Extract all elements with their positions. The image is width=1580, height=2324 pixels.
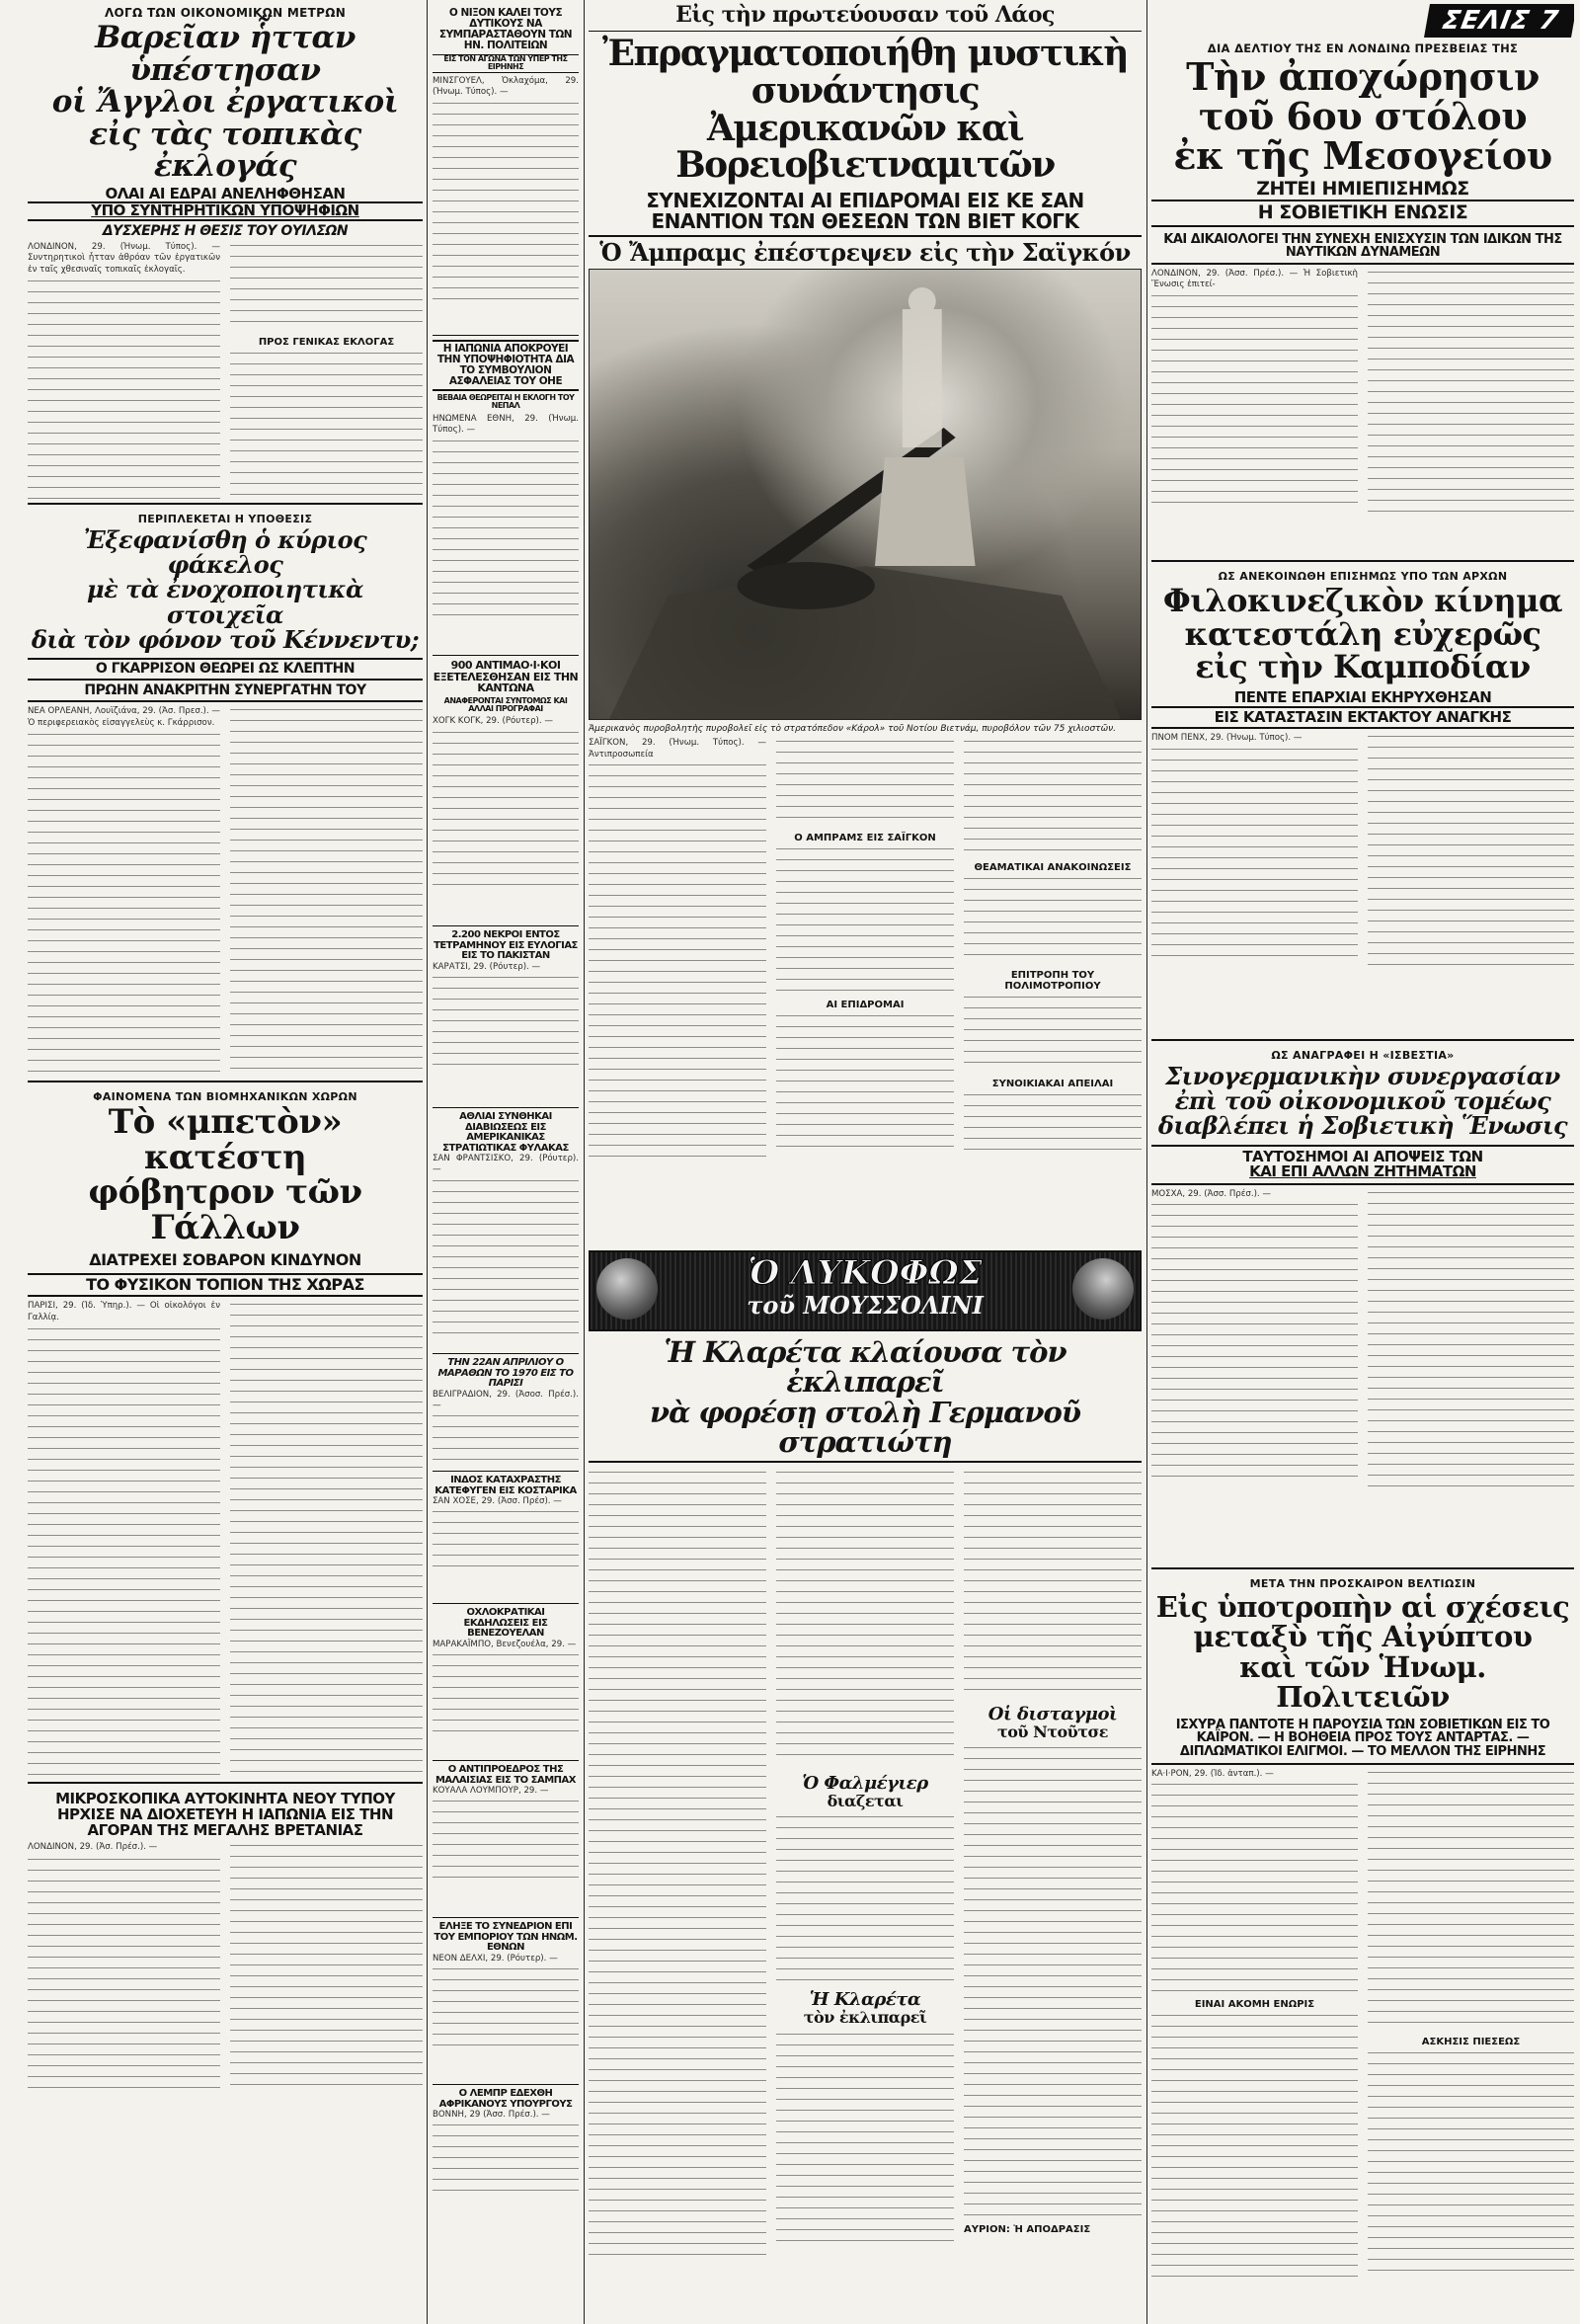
article-body-text	[776, 738, 954, 827]
brief-un-trade	[433, 1922, 579, 2080]
inline-subhead: ΠΡΟΣ ΓΕΝΙΚΑΣ ΕΚΛΟΓΑΣ	[258, 336, 395, 348]
article-body-text	[964, 1091, 1142, 1151]
article-body-text	[230, 706, 423, 1077]
headline-line: εἰς τὰς τοπικὰς ἐκλογάς	[89, 116, 361, 185]
article-separator	[433, 655, 579, 656]
headline: Ο ΑΝΤΙΠΡΟΕΔΡΟΣ ΤΗΣ ΜΑΛΑΙΣΙΑΣ ΕΙΣ ΤΟ ΣΑΜΠΑΧ	[434, 1765, 576, 1786]
headline-line: Βαρεῖαν ἧτταν ὑπέστησαν	[95, 20, 356, 88]
article-lead: ΛΟΝΔΙΝΟΝ, 29. (Ἀσσ. Πρέσ.). — Ἡ Σοβιετικὴ Ἕνωσις ἐπιτεί-	[1151, 268, 1358, 290]
brief-malaysia	[433, 1765, 579, 1913]
serial-title: Ὁ ΛΥΚΟΦΩΣ	[748, 1253, 983, 1293]
article-body-text	[589, 761, 766, 1166]
article-lead: ΝΕΟΝ ΔΕΛΧΙ, 29. (Ρόυτερ). —	[433, 1953, 558, 1963]
article-lead: ΜΑΡΑΚΑΪΜΠΟ, Βενεζουέλα, 29. —	[433, 1639, 577, 1649]
kicker: ΦΑΙΝΟΜΕΝΑ ΤΩΝ ΒΙΟΜΗΧΑΝΙΚΩΝ ΧΩΡΩΝ	[93, 1090, 357, 1103]
article-lead: ΣΑΪΓΚΟΝ, 29. (Ἡνωμ. Τύπος). — Ἀντιπροσωπεία	[589, 738, 766, 760]
article-body-text	[433, 1798, 579, 1886]
serial-banner	[589, 1250, 1142, 1331]
article-separator	[433, 1353, 579, 1354]
article-body-text	[1151, 746, 1358, 958]
article-body-text	[433, 974, 579, 1073]
article-lead: ΜΙΝΣΓΟΥΕΛ, Ὀκλαχόμα, 29. (Ἡνωμ. Τύπος). —	[433, 75, 579, 98]
subheadline: ΖΗΤΕΙ ΗΜΙΕΠΙΣΗΜΩΣ	[1256, 177, 1469, 200]
kicker: ΛΟΓΩ ΤΩΝ ΟΙΚΟΝΟΜΙΚΩΝ ΜΕΤΡΩΝ	[104, 6, 347, 20]
headline-line: Ἐξεφανίσθη ὁ κύριος φάκελος	[83, 525, 367, 580]
headline-line: Τὸ «μπετὸν» κατέστη	[108, 1102, 343, 1177]
article-mussolini-serial	[589, 1337, 1142, 2305]
article-body-text	[230, 1301, 423, 1778]
headline-line: Τὴν ἀποχώρησιν	[1186, 54, 1540, 99]
subheadline: ΤΟ ΦΥΣΙΚΟΝ ΤΟΠΙΟΝ ΤΗΣ ΧΩΡΑΣ	[28, 1273, 423, 1298]
subheadline: ΕΙΣ ΚΑΤΑΣΤΑΣΙΝ ΕΚΤΑΚΤΟΥ ΑΝΑΓΚΗΣ	[1151, 706, 1574, 730]
subheadline: ΠΕΝΤΕ ΕΠΑΡΧΙΑΙ ΕΚΗΡΥΧΘΗΣΑΝ	[1233, 687, 1492, 706]
article-separator	[1151, 560, 1574, 562]
article-body-text	[433, 100, 579, 307]
article-laos-meeting	[589, 0, 1142, 1244]
article-body-text	[1368, 1189, 1574, 1495]
inline-subhead: ΘΕΑΜΑΤΙΚΑΙ ΑΝΑΚΟΙΝΩΣΕΙΣ	[974, 862, 1132, 874]
article-body-text	[433, 438, 579, 625]
kicker: Εἰς τὴν πρωτεύουσαν τοῦ Λάος	[675, 2, 1055, 28]
article-separator	[28, 1782, 423, 1784]
article-lead: ΜΟΣΧΑ, 29. (Ἀσσ. Πρέσ.). —	[1151, 1189, 1271, 1200]
article-body-text	[433, 1508, 579, 1567]
headline-line: φόβητρον τῶν Γάλλων	[88, 1172, 362, 1248]
article-body-text	[1368, 733, 1574, 970]
photo-caption: Ἀμερικανὸς πυροβολητὴς πυροβολεῖ εἰς τὸ στρατόπεδον «Κάρολ» τοῦ Νοτίου Βιετνάμ, πυροβόλον τῶν 75 χιλιοστῶν.	[589, 724, 1117, 735]
subheadline: Ο ΓΚΑΡΡΙΣΟΝ ΘΕΩΡΕΙ ΩΣ ΚΛΕΠΤΗΝ	[28, 658, 423, 681]
inline-subhead: τοῦ Ντοῦτσε	[996, 1722, 1109, 1741]
article-separator	[28, 1081, 423, 1082]
article-body-text	[433, 729, 579, 887]
subheadline: Ὁ Ἄμπραμς ἐπέστρεψεν εἰς τὴν Σαϊγκόν	[599, 238, 1131, 268]
kicker: ΩΣ ΑΝΑΓΡΑΦΕΙ Η «ΙΣΒΕΣΤΙΑ»	[1271, 1049, 1455, 1062]
article-separator	[433, 1107, 579, 1108]
article-body-text	[1151, 2012, 1358, 2279]
headline-line: μὲ τὰ ἐνοχοποιητικὰ στοιχεῖα	[87, 575, 363, 629]
artillery-photo-illustration	[590, 270, 1141, 719]
headline: ΕΛΗΞΕ ΤΟ ΣΥΝΕΔΡΙΟΝ ΕΠΙ ΤΟΥ ΕΜΠΟΡΙΟΥ ΤΩΝ ΗΝΩΜ. ΕΘΝΩΝ	[434, 1922, 578, 1953]
article-lead: ΚΑ·Ι·ΡΟΝ, 29. (Ἰδ. ἀνταπ.). —	[1151, 1768, 1274, 1779]
inline-subhead: τὸν ἐκλιπαρεῖ	[803, 2008, 927, 2028]
headline: Ο ΝΙΞΟΝ ΚΑΛΕΙ ΤΟΥΣ ΔΥΤΙΚΟΥΣ ΝΑ ΣΥΜΠΑΡΑΣΤΑΘΟΥΝ ΤΩΝ ΗΝ. ΠΟΛΙΤΕΙΩΝ	[438, 7, 573, 52]
column-4	[1151, 0, 1574, 2324]
article-sixth-fleet	[1151, 38, 1574, 556]
article-separator	[433, 1917, 579, 1918]
article-body-text	[433, 1651, 579, 1740]
inline-subhead: Ο ΑΜΠΡΑΜΣ ΕΙΣ ΣΑΪΓΚΟΝ	[794, 833, 936, 844]
brief-lebre	[433, 2089, 579, 2227]
subheadline: ΑΝΑΦΕΡΟΝΤΑΙ ΣΥΝΤΟΜΩΣ ΚΑΙ ΑΛΛΑΙ ΠΡΟΓΡΑΦΑΙ	[443, 695, 568, 714]
subheadline: ΥΠΟ ΣΥΝΤΗΡΗΤΙΚΩΝ ΥΠΟΨΗΦΙΩΝ	[28, 201, 423, 221]
article-cambodia	[1151, 566, 1574, 1035]
article-body-text	[230, 350, 423, 499]
article-body-text	[1151, 1781, 1358, 1993]
serial-subtitle: τοῦ ΜΟΥΣΣΟΛΙΝΙ	[747, 1291, 984, 1320]
headline-line: εἰς τὴν Καμποδίαν	[1195, 648, 1531, 686]
brief-marathon	[433, 1358, 579, 1467]
subheadline: ΕΝΑΝΤΙΟΝ ΤΩΝ ΘΕΣΕΩΝ ΤΩΝ ΒΙΕΤ ΚΟΓΚ	[589, 211, 1142, 237]
subheadline: ΔΙΑΤΡΕΧΕΙ ΣΟΒΑΡΟΝ ΚΙΝΔΥΝΟΝ	[89, 1249, 361, 1269]
article-body-text	[776, 845, 954, 994]
headline-line: Ἀμερικανῶν καὶ Βορειοβιετναμιτῶν	[675, 107, 1055, 187]
article-body-text	[964, 738, 1142, 856]
article-separator	[433, 925, 579, 926]
article-body-text	[433, 1412, 579, 1462]
article-lead: ΠΑΡΙΣΙ, 29. (Ἰδ. Ὑπηρ.). — Οἱ οἰκολόγοι ἐν Γαλλίᾳ.	[28, 1301, 220, 1322]
article-body-text	[1151, 1201, 1358, 1483]
article-body-text	[776, 1012, 954, 1151]
subheadline: Η ΣΟΒΙΕΤΙΚΗ ΕΝΩΣΙΣ	[1151, 200, 1574, 227]
article-separator	[1151, 1039, 1574, 1041]
inline-subhead: Ἡ Κλαρέτα	[809, 1989, 921, 2011]
article-sino-german	[1151, 1045, 1574, 1563]
headline-line: Ἡ Κλαρέτα κλαίουσα τὸν ἐκλιπαρεῖ	[664, 1337, 1066, 1400]
inline-subhead: ΣΥΝΟΙΚΙΑΚΑΙ ΑΠΕΙΛΑΙ	[991, 1079, 1114, 1090]
headline: ΟΧΛΟΚΡΑΤΙΚΑΙ ΕΚΔΗΛΩΣΕΙΣ ΕΙΣ ΒΕΝΕΖΟΥΕΛΑΝ	[463, 1608, 548, 1639]
article-separator	[433, 1760, 579, 1761]
serial-continued: ΑΥΡΙΟΝ: Ἡ ΑΠΟΔΡΑΣΙΣ	[964, 2224, 1091, 2236]
headline-line: κατεστάλη εὐχερῶς	[1184, 614, 1541, 653]
headline-line: διὰ τὸν φόνον τοῦ Κέννεντυ;	[31, 624, 420, 654]
article-lead: ΚΟΥΑΛΑ ΛΟΥΜΠΟΥΡ, 29. —	[433, 1786, 549, 1796]
article-body-text	[1151, 292, 1358, 510]
article-lead: ΒΕΛΙΓΡΑΔΙΟΝ, 29. (Ἀσοσ. Πρέσ.). —	[433, 1389, 579, 1410]
headline-line: νὰ φορέσῃ στολὴ Γερμανοῦ στρατιώτη	[589, 1398, 1142, 1463]
article-body-text	[28, 278, 220, 499]
inline-subhead: διαζεται	[827, 1791, 904, 1810]
article-separator	[1151, 1567, 1574, 1569]
inline-subhead: ΑΣΚΗΣΙΣ ΠΙΕΣΕΩΣ	[1421, 2036, 1521, 2047]
article-body-text	[964, 994, 1142, 1073]
article-body-text	[776, 1469, 954, 1765]
headline: Ο ΛΕΜΠΡ ΕΔΕΧΘΗ ΑΦΡΙΚΑΝΟΥΣ ΥΠΟΥΡΓΟΥΣ	[438, 2089, 573, 2110]
subheadline: ΔΥΣΧΕΡΗΣ Η ΘΕΣΙΣ ΤΟΥ ΟΥΙΛΣΩΝ	[102, 223, 349, 240]
column-3	[589, 0, 1142, 2324]
column-rule	[584, 0, 585, 2324]
headline: ΙΝΔΟΣ ΚΑΤΑΧΡΑΣΤΗΣ ΚΑΤΕΦΥΓΕΝ ΕΙΣ ΚΟΣΤΑΡΙΚΑ	[434, 1476, 577, 1496]
article-body-text	[964, 875, 1142, 964]
article-body-text	[28, 1856, 220, 2093]
headline: ΤΗΝ 22ΑΝ ΑΠΡΙΛΙΟΥ Ο ΜΑΡΑΘΩΝ ΤΟ 1970 ΕΙΣ ΤΟ ΠΑΡΙΣΙ	[437, 1358, 574, 1389]
headline-line: μεταξὺ τῆς Αἰγύπτου	[1193, 1620, 1533, 1654]
kicker: ΔΙΑ ΔΕΛΤΙΟΥ ΤΗΣ ΕΝ ΛΟΝΔΙΝΩ ΠΡΕΣΒΕΙΑΣ ΤΗΣ	[1207, 41, 1519, 55]
news-photo	[589, 269, 1142, 720]
article-lead: ΝΕΑ ΟΡΛΕΑΝΗ, Λουϊζιάνα, 29. (Ἀσ. Πρεσ.). — Ὁ περιφερειακὸς εἰσαγγελεὺς κ. Γκάρρισον.	[28, 706, 220, 728]
headline: ΑΘΛΙΑΙ ΣΥΝΘΗΚΑΙ ΔΙΑΒΙΩΣΕΩΣ ΕΙΣ ΑΜΕΡΙΚΑΝΙΚΑΣ ΣΤΡΑΤΙΩΤΙΚΑΣ ΦΥΛΑΚΑΣ	[442, 1112, 569, 1154]
article-body-text	[1368, 269, 1574, 516]
headline-line: Ἐπραγματοποιήθη μυστικὴ συνάντησις	[602, 33, 1128, 112]
mussolini-portrait-icon	[1072, 1258, 1134, 1320]
inline-subhead: ΑΙ ΕΠΙΔΡΟΜΑΙ	[826, 1000, 905, 1011]
headline-line: Σινογερμανικὴν συνεργασίαν	[1165, 1062, 1560, 1090]
subheadline: ΠΡΩΗΝ ΑΝΑΚΡΙΤΗΝ ΣΥΝΕΡΓΑΤΗΝ ΤΟΥ	[28, 681, 423, 703]
article-body-text	[230, 242, 423, 331]
article-egypt-us	[1151, 1573, 1574, 2304]
subheadline: ΙΣΧΥΡΑ ΠΑΝΤΟΤΕ Η ΠΑΡΟΥΣΙΑ ΤΩΝ ΣΟΒΙΕΤΙΚΩΝ ΕΙΣ ΤΟ ΚΑΪΡΟΝ. — Η ΒΟΗΘΕΙΑ ΠΡΟΣ ΤΟΥΣ ΑΝΤΑΡΤΑΣ. — ΔΙΠΛΩΜΑΤΙΚΟΙ ΕΛΙΓΜΟΙ. — ΤΟ ΜΕΛΛΟΝ ΤΗΣ ΕΙΡΗΝΗΣ	[1151, 1719, 1574, 1765]
headline: 900 ΑΝΤΙΜΑΟ·Ι·ΚΟΙ ΕΞΕΤΕΛΕΣΘΗΣΑΝ ΕΙΣ ΤΗΝ ΚΑΝΤΩΝΑ	[433, 660, 579, 695]
article-lead: ΣΑΝ ΦΡΑΝΤΣΙΣΚΟ, 29. (Ρόυτερ). —	[433, 1154, 579, 1175]
headline-line: ἐπὶ τοῦ οἰκονομικοῦ τομέως	[1174, 1086, 1551, 1116]
article-lead: ΠΝΟΜ ΠΕΝΧ, 29. (Ἡνωμ. Τύπος). —	[1151, 733, 1303, 744]
headline-line: τοῦ 6ου στόλου	[1198, 93, 1528, 138]
column-rule	[1146, 0, 1147, 2324]
subheadline: ΚΑΙ ΕΠΙ ΑΛΛΩΝ ΖΗΤΗΜΑΤΩΝ	[1151, 1164, 1574, 1185]
article-body-text	[433, 2122, 579, 2201]
kicker: ΠΕΡΙΠΛΕΚΕΤΑΙ Η ΥΠΟΘΕΣΙΣ	[137, 513, 313, 525]
article-body-text	[433, 1177, 579, 1335]
article-body-text	[589, 1469, 766, 2259]
headline: Η ΙΑΠΩΝΙΑ ΑΠΟΚΡΟΥΕΙ ΤΗΝ ΥΠΟΨΗΦΙΟΤΗΤΑ ΔΙΑ ΤΟ ΣΥΜΒΟΥΛΙΟΝ ΑΣΦΑΛΕΙΑΣ ΤΟΥ ΟΗΕ	[433, 340, 579, 391]
brief-japan-un	[433, 340, 579, 651]
article-lead: ΒΟΝΝΗ, 29 (Ἀσσ. Πρέσ.). —	[433, 2110, 550, 2120]
newspaper-page	[6, 0, 1574, 2324]
article-separator	[433, 1603, 579, 1604]
brief-canton-executions	[433, 660, 579, 922]
article-body-text	[776, 1813, 954, 1981]
column-2	[433, 0, 579, 2324]
brief-venezuela	[433, 1608, 579, 1756]
kicker: ΜΕΤΑ ΤΗΝ ΠΡΟΣΚΑΙΡΟΝ ΒΕΛΤΙΩΣΙΝ	[1249, 1577, 1476, 1590]
headline-line: διαβλέπει ἡ Σοβιετικὴ Ἕνωσις	[1157, 1111, 1568, 1141]
article-body-text	[964, 1469, 1142, 1696]
article-lead: ΣΑΝ ΧΟΣΕ, 29. (Ἀσσ. Πρέσ). —	[433, 1496, 562, 1506]
brief-nixon	[433, 0, 579, 331]
subheadline: ΣΥΝΕΧΙΖΟΝΤΑΙ ΑΙ ΕΠΙΔΡΟΜΑΙ ΕΙΣ ΚΕ ΣΑΝ	[646, 189, 1084, 213]
article-separator	[28, 503, 423, 505]
subheadline: ΚΑΙ ΔΙΚΑΙΟΛΟΓΕΙ ΤΗΝ ΣΥΝΕΧΗ ΕΝΙΣΧΥΣΙΝ ΤΩΝ ΙΔΙΚΩΝ ΤΗΣ ΝΑΥΤΙΚΩΝ ΔΥΝΑΜΕΩΝ	[1151, 233, 1574, 265]
subheadline: ΤΑΥΤΟΣΗΜΟΙ ΑΙ ΑΠΟΨΕΙΣ ΤΩΝ	[1151, 1145, 1574, 1165]
inline-subhead: Ὁ Φαλμέγιερ	[802, 1772, 928, 1794]
subheadline: ΒΕΒΑΙΑ ΘΕΩΡΕΙΤΑΙ Η ΕΚΛΟΓΗ ΤΟΥ ΝΕΠΑΛ	[436, 393, 575, 411]
page-number-box	[1151, 4, 1574, 38]
headline: ΜΙΚΡΟΣΚΟΠΙΚΑ ΑΥΤΟΚΙΝΗΤΑ ΝΕΟΥ ΤΥΠΟΥ ΗΡΧΙΣΕ ΝΑ ΔΙΟΧΕΤΕΥΗ Η ΙΑΠΩΝΙΑ ΕΙΣ ΤΗΝ ΑΓΟΡΑΝ ΤΗΣ ΜΕΓΑΛΗΣ ΒΡΕΤΑΝΙΑΣ	[55, 1790, 395, 1839]
article-body-text	[964, 1744, 1142, 2218]
kicker: ΩΣ ΑΝΕΚΟΙΝΩΘΗ ΕΠΙΣΗΜΩΣ ΥΠΟ ΤΩΝ ΑΡΧΩΝ	[1218, 570, 1508, 583]
column-1	[28, 0, 423, 2324]
headline: 2.200 ΝΕΚΡΟΙ ΕΝΤΟΣ ΤΕΤΡΑΜΗΝΟΥ ΕΙΣ ΕΥΛΟΓΙΑΣ ΕΙΣ ΤΟ ΠΑΚΙΣΤΑΝ	[434, 930, 578, 961]
page-number: ΣΕΛΙΣ 7	[1424, 4, 1574, 38]
article-body-text	[433, 1965, 579, 2054]
article-lead: ΧΟΓΚ ΚΟΓΚ, 29. (Ρόυτερ). —	[433, 716, 553, 727]
headline-line: Εἰς ὑποτροπὴν αἱ σχέσεις	[1155, 1590, 1570, 1624]
article-body-text	[28, 731, 220, 1077]
article-separator	[433, 1471, 579, 1472]
article-separator	[433, 335, 579, 336]
article-separator	[433, 2084, 579, 2085]
brief-pakistan	[433, 930, 579, 1103]
mussolini-portrait-icon	[596, 1258, 658, 1320]
inline-subhead: ΕΠΙΤΡΟΠΗ ΤΟΥ ΠΟΛΙΜΟΤΡΟΠΙΟΥ	[1004, 970, 1101, 993]
article-lead: ΚΑΡΑΤΣΙ, 29. (Ρόυτερ). —	[433, 961, 541, 972]
article-kennedy-file	[28, 509, 423, 1077]
rule	[589, 31, 1142, 32]
column-rule	[427, 0, 428, 2324]
subheadline: ΕΙΣ ΤΟΝ ΑΓΩΝΑ ΤΩΝ ΥΠΕΡ ΤΗΣ ΕΙΡΗΝΗΣ	[433, 54, 579, 73]
article-body-text	[1368, 1769, 1574, 2031]
article-lead: ΛΟΝΔΙΝΟΝ, 29. (Ἀσ. Πρέσ.). —	[28, 1842, 158, 1853]
article-body-text	[1368, 2049, 1574, 2277]
article-lead: ΗΝΩΜΕΝΑ ΕΘΝΗ, 29. (Ἡνωμ. Τύπος). —	[433, 413, 579, 436]
article-japanese-cars	[28, 1788, 423, 2324]
inline-subhead: ΕΙΝΑΙ ΑΚΟΜΗ ΕΝΩΡΙΣ	[1194, 1999, 1315, 2011]
article-body-text	[28, 1325, 220, 1778]
article-uk-local-elections	[28, 0, 423, 499]
article-body-text	[230, 1842, 423, 2094]
headline-line: Φιλοκινεζικὸν κίνημα	[1162, 582, 1563, 619]
subheadline: ΟΛΑΙ ΑΙ ΕΔΡΑΙ ΑΝΕΛΗΦΘΗΣΑΝ	[105, 184, 346, 202]
brief-military-prisons	[433, 1112, 579, 1349]
headline-line: ἐκ τῆς Μεσογείου	[1173, 132, 1552, 178]
article-body-text	[776, 2031, 954, 2248]
article-lead: ΛΟΝΔΙΝΟΝ, 29. (Ἡνωμ. Τύπος). — Συντηρητικοὶ ἧτταν ἀθρόαν τῶν ἐργατικῶν ἐν ταῖς χθεσιναῖς τοπικαῖς ἐκλογαῖς.	[28, 241, 220, 275]
article-french-concrete	[28, 1086, 423, 1778]
headline-line: καὶ τῶν Ἡνωμ. Πολιτειῶν	[1239, 1649, 1486, 1715]
inline-subhead: Οἱ δισταγμοὶ	[988, 1703, 1118, 1724]
brief-costa-rica	[433, 1476, 579, 1599]
headline-line: οἱ Ἄγγλοι ἐργατικοὶ	[51, 84, 399, 120]
